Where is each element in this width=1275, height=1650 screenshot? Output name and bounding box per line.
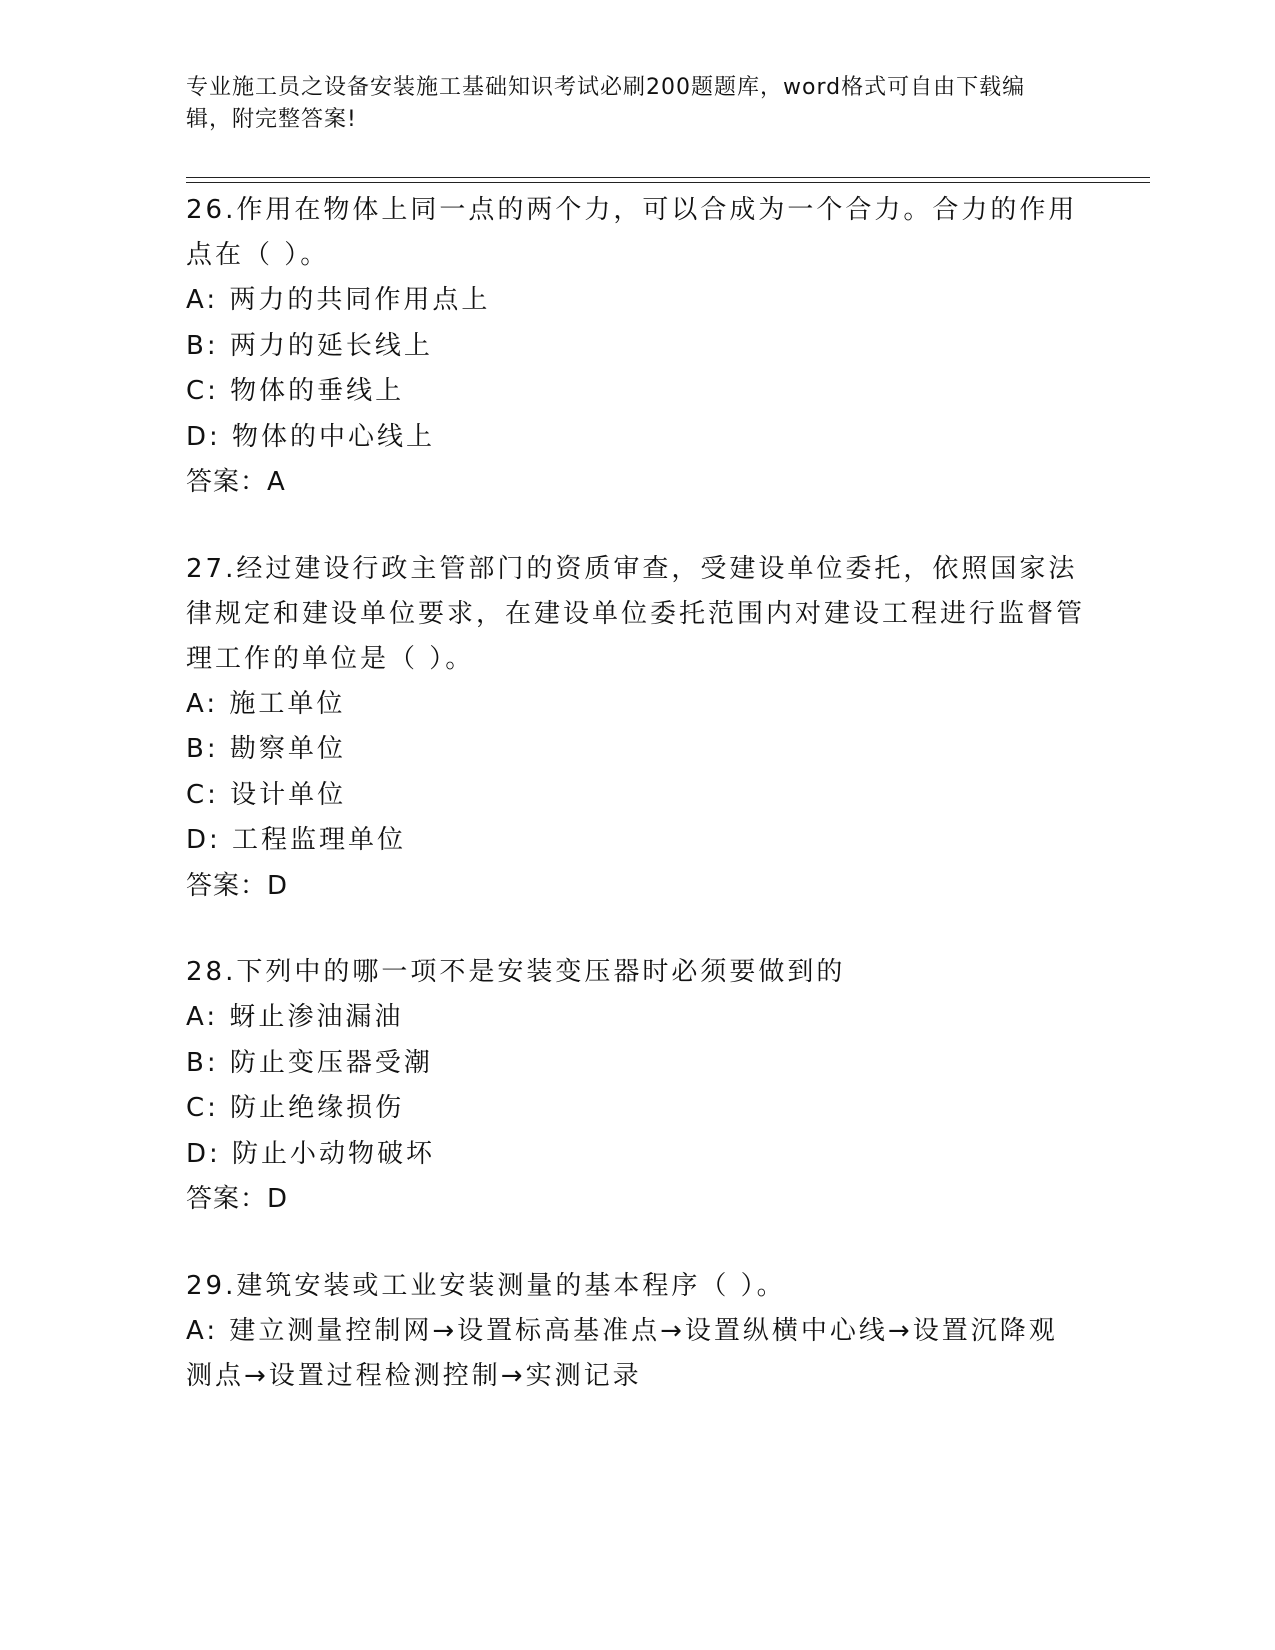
option-b: B: 勘察单位 <box>186 734 346 764</box>
question-text: 26.作用在物体上同一点的两个力，可以合成为一个合力。合力的作用点在（ ）。 <box>186 195 1078 270</box>
option-c: C: 防止绝缘损伤 <box>186 1093 405 1123</box>
answer: 答案：D <box>186 870 289 901</box>
answer: 答案：D <box>186 1184 289 1214</box>
question-text: 29.建筑安装或工业安装测量的基本程序（ ）。 <box>186 1270 786 1301</box>
header-title: 专业施工员之设备安装施工基础知识考试必刷200题题库，word格式可自由下载编辑，附完整答案! <box>186 75 1026 132</box>
option-b: B: 防止变压器受潮 <box>186 1047 433 1078</box>
option-a: A: 施工单位 <box>186 688 346 719</box>
option-c: C: 物体的垂线上 <box>186 376 405 406</box>
option-d: D: 防止小动物破坏 <box>186 1138 436 1169</box>
question-26 <box>186 188 1086 506</box>
question-list <box>186 188 1086 1441</box>
answer: 答案：A <box>186 467 286 497</box>
option-b: B: 两力的延长线上 <box>186 330 433 361</box>
question-28 <box>186 950 1086 1223</box>
document-header <box>186 72 1066 136</box>
question-27 <box>186 547 1086 910</box>
question-29 <box>186 1264 1086 1400</box>
header-rule-top <box>186 177 1150 178</box>
question-text: 28.下列中的哪一项不是安装变压器时必须要做到的 <box>186 957 846 987</box>
option-d: D: 物体的中心线上 <box>186 421 436 452</box>
option-a: A: 蚜止渗油漏油 <box>186 1002 404 1032</box>
option-c: C: 设计单位 <box>186 779 347 810</box>
option-d: D: 工程监理单位 <box>186 825 407 855</box>
option-a: A: 两力的共同作用点上 <box>186 285 491 315</box>
option-a: A: 建立测量控制网→设置标高基准点→设置纵横中心线→设置沉降观测点→设置过程检测控制→实测记录 <box>186 1315 1058 1391</box>
header-rule-bottom <box>186 182 1150 183</box>
question-text: 27.经过建设行政主管部门的资质审查，受建设单位委托，依照国家法律规定和建设单位要求，在建设单位委托范围内对建设工程进行监督管理工作的单位是（ ）。 <box>186 553 1086 674</box>
